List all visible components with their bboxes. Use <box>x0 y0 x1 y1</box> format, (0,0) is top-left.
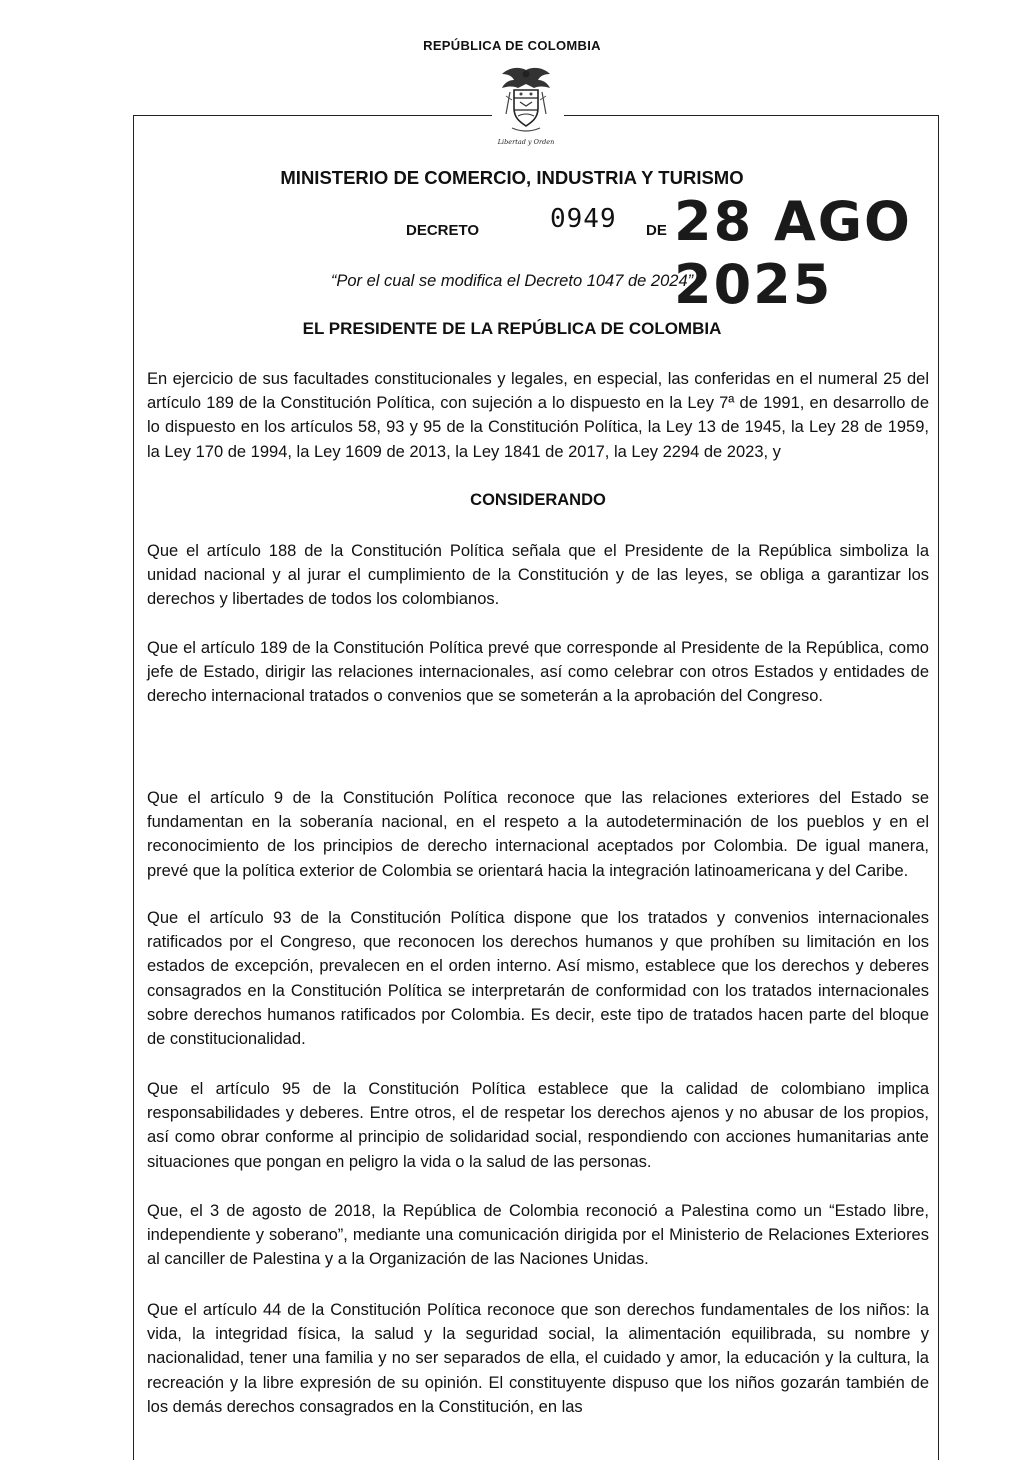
considering-heading: CONSIDERANDO <box>470 491 606 509</box>
consideration-paragraph: Que el artículo 189 de la Constitución Política prevé que corresponde al Presidente de la República, como jefe de Estado, dirigir las relaciones internacionales, así como celebrar con otros Estados y entidades de derecho internacional tratados o convenios que se someterán a la aprobación del Congreso. <box>147 639 929 706</box>
decree-number: 0949 <box>550 204 617 234</box>
decree-de-label: DE <box>646 222 667 239</box>
consideration-paragraph: Que el artículo 95 de la Constitución Política establece que la calidad de colombiano implica responsabilidades y deberes. Entre otros, el de respetar los derechos ajenos y no abusar de los propios, así como obrar conforme al principio de solidaridad social, respondiendo con acciones humanitarias ante situaciones que pongan en peligro la vida o la salud de las personas. <box>147 1080 929 1171</box>
svg-text:Libertad y Orden: Libertad y Orden <box>497 138 555 146</box>
consideration-paragraph: Que el artículo 188 de la Constitución Política señala que el Presidente de la República simboliza la unidad nacional y al jurar el cumplimiento de la Constitución y de las leyes, se obliga a garantizar los derechos y libertades de todos los colombianos. <box>147 542 929 609</box>
decree-date-stamp: 28 AGO 2025 <box>674 190 912 316</box>
decree-subtitle: “Por el cual se modifica el Decreto 1047 de 2024” <box>330 272 694 290</box>
country-header: REPÚBLICA DE COLOMBIA <box>423 38 601 53</box>
consideration-paragraph: Que el artículo 93 de la Constitución Política dispone que los tratados y convenios internacionales ratificados por el Congreso, que reconocen los derechos humanos y que prohíben su limitación en los estados de excepción, prevalecen en el orden interno. Así mismo, establece que los derechos y deberes consagrados en la Constitución Política se interpretarán de conformidad con los tratados internacionales sobre derechos humanos ratificados por Colombia. Es decir, este tipo de tratados hacen parte del bloque de constitucionalidad. <box>147 909 929 1049</box>
decree-label: DECRETO <box>406 222 480 239</box>
ministry-title: MINISTERIO DE COMERCIO, INDUSTRIA Y TURISMO <box>280 167 744 188</box>
preamble-paragraph: En ejercicio de sus facultades constitucionales y legales, en especial, las conferidas en el numeral 25 del artículo 189 de la Constitución Política, con sujeción a lo dispuesto en la Ley 7ª de 1991, en desarrollo de lo dispuesto en los artículos 58, 93 y 95 de la Constitución Política, la Ley 13 de 1945, la Ley 28 de 1959, la Ley 170 de 1994, la Ley 1609 de 2013, la Ley 1841 de 2017, la Ley 2294 de 2023, y <box>147 370 929 461</box>
authority-heading: EL PRESIDENTE DE LA REPÚBLICA DE COLOMBIA <box>302 319 722 338</box>
consideration-paragraph: Que el artículo 44 de la Constitución Política reconoce que son derechos fundamentales de los niños: la vida, la integridad física, la salud y la seguridad social, la alimentación equilibrada, su nombre y nacionalidad, tener una familia y no ser separados de ella, el cuidado y amor, la educación y la cultura, la recreación y la libre expresión de su opinión. El constituyente dispuso que los niños gozarán también de los demás derechos consagrados en la Constitución, en las <box>147 1301 929 1416</box>
coat-of-arms-icon <box>496 64 556 148</box>
consideration-paragraph: Que el artículo 9 de la Constitución Política reconoce que las relaciones exteriores del Estado se fundamentan en la soberanía nacional, en el respeto a la autodeterminación de los pueblos y en el reconocimiento de los principios de derecho internacional aceptados por Colombia. De igual manera, prevé que la política exterior de Colombia se orientará hacia la integración latinoamericana y del Caribe. <box>147 789 929 880</box>
consideration-paragraph: Que, el 3 de agosto de 2018, la República de Colombia reconoció a Palestina como un “Estado libre, independiente y soberano”, mediante una comunicación dirigida por el Ministerio de Relaciones Exteriores al canciller de Palestina y a la Organización de las Naciones Unidas. <box>147 1202 929 1269</box>
